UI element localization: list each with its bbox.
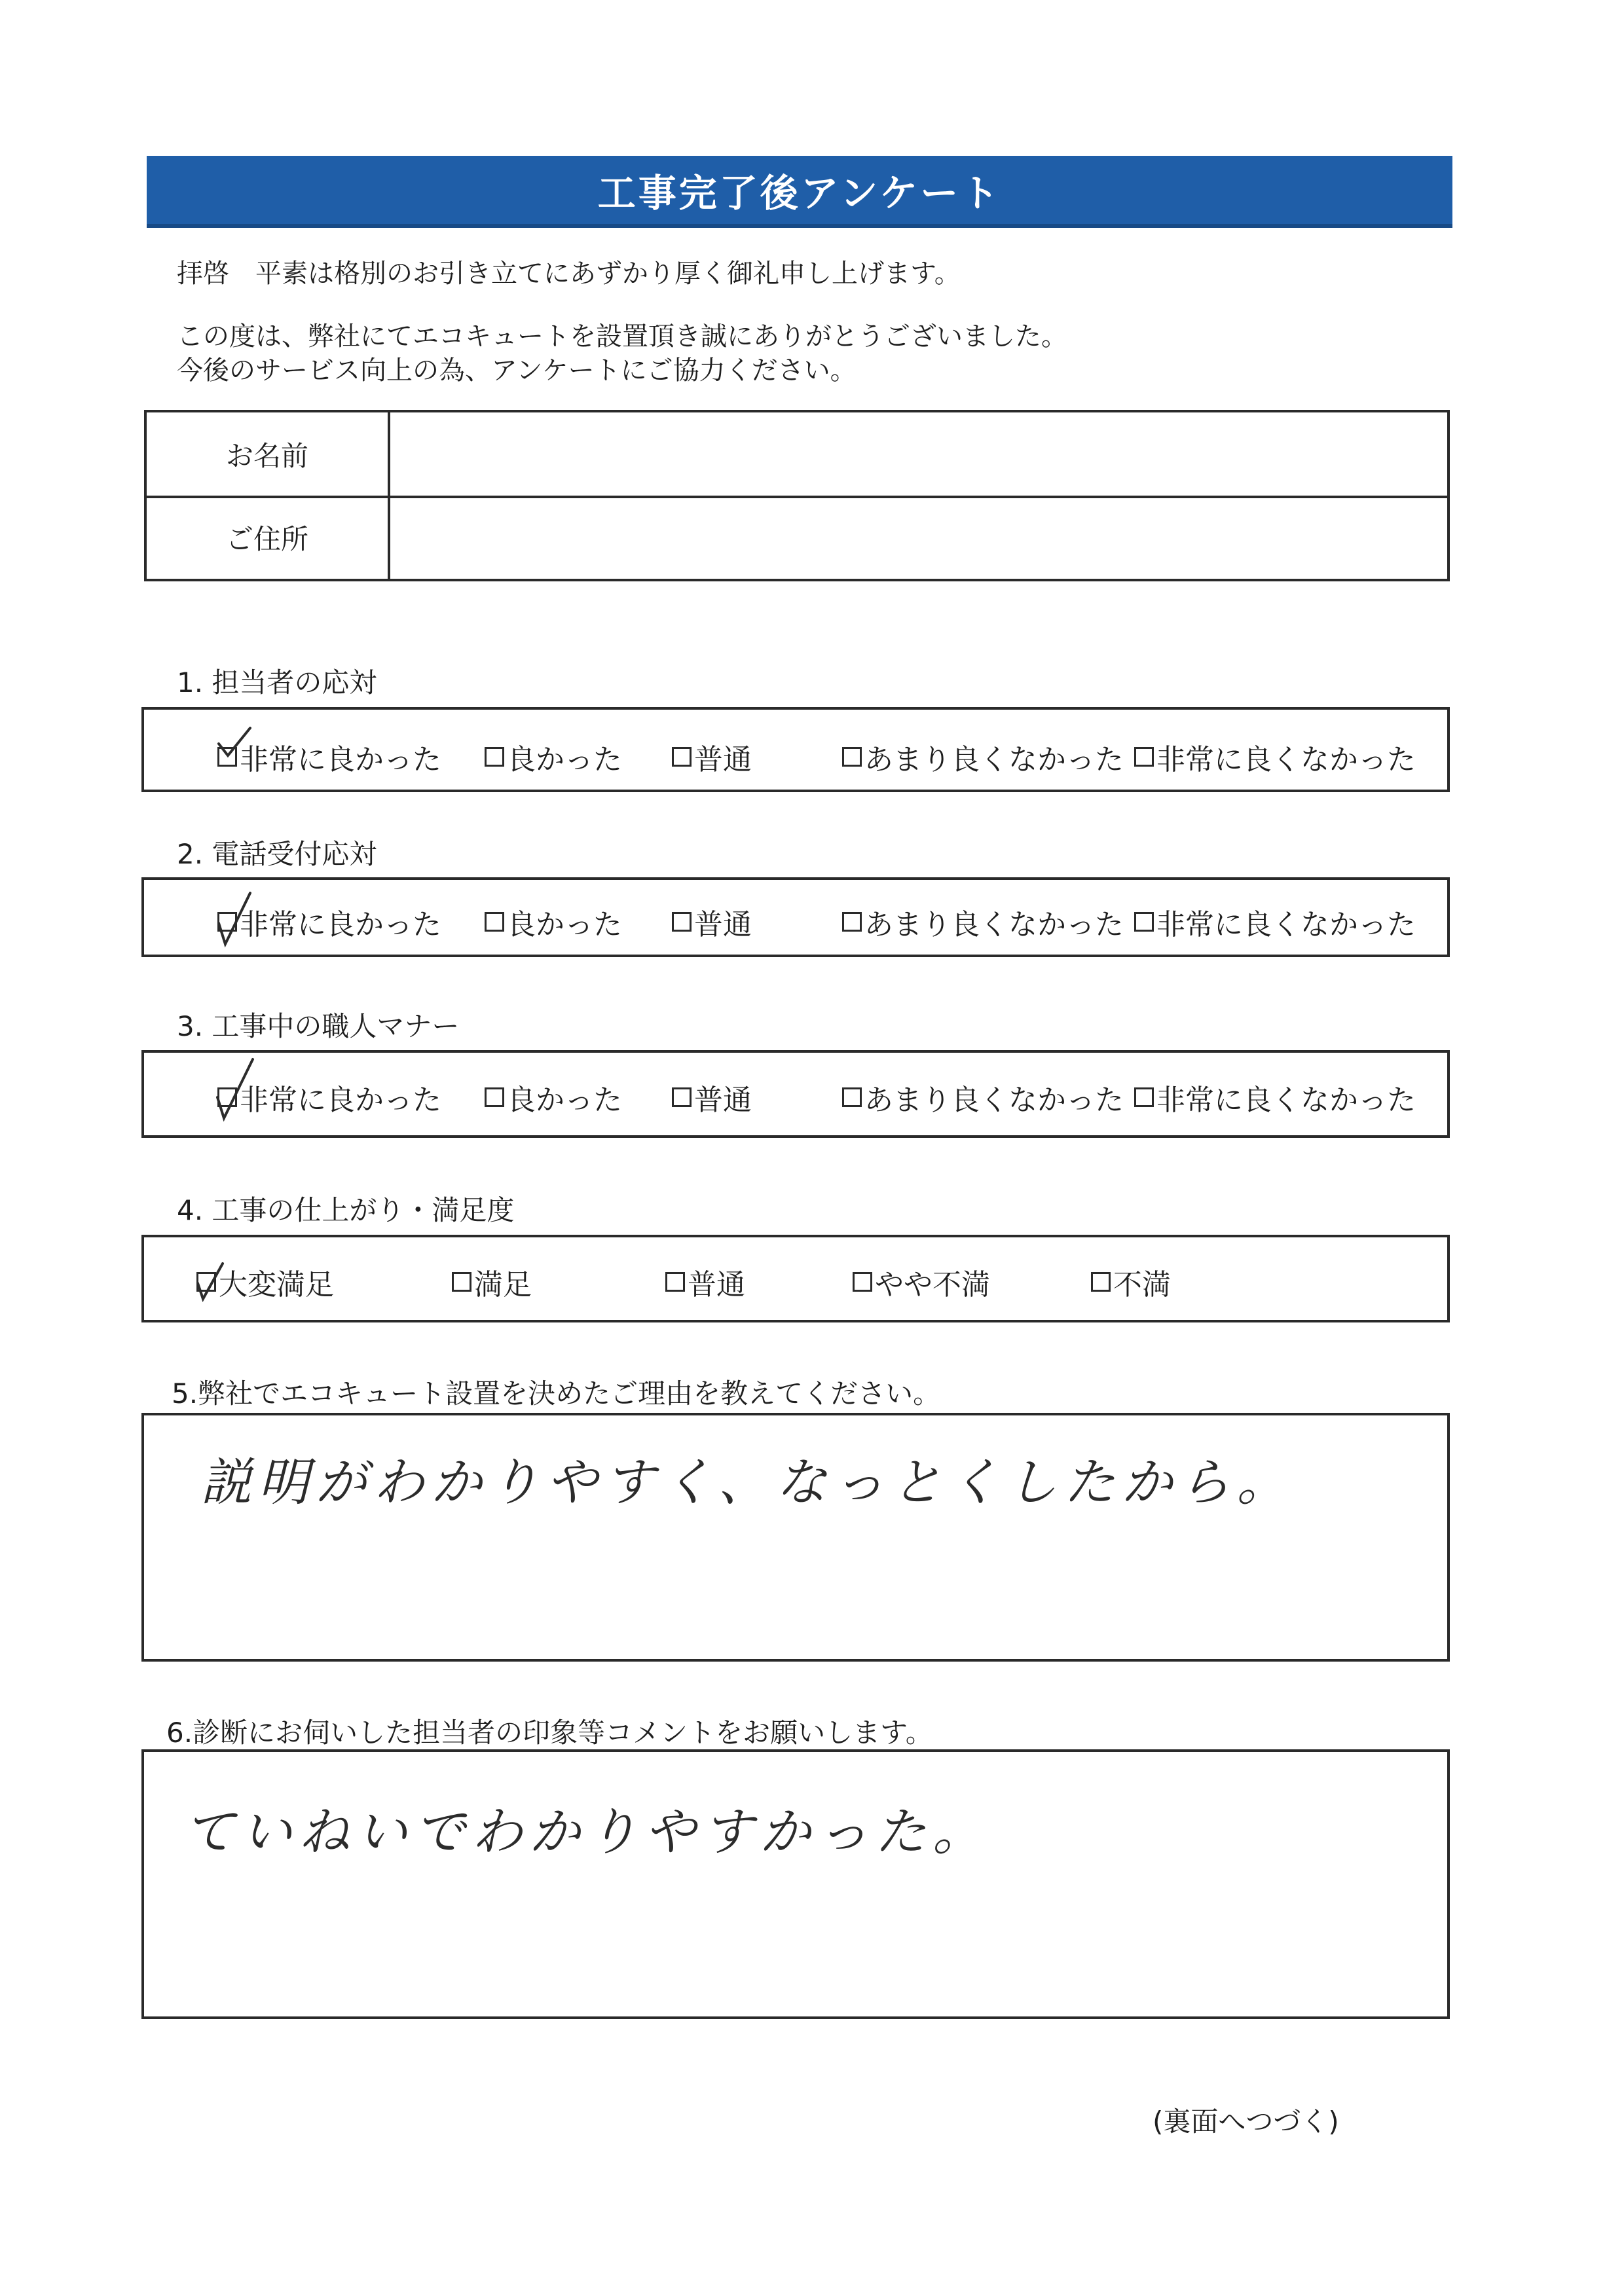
q5-handwritten-answer: 説明がわかりやすく、なっとくしたから。: [200, 1453, 1295, 1512]
address-label: ご住所: [147, 496, 390, 579]
option-label: 満足: [474, 1268, 532, 1302]
q1-option-4[interactable]: [842, 736, 1124, 778]
checkmark-icon: [194, 1257, 227, 1303]
checkbox[interactable]: [1091, 1272, 1111, 1292]
address-field[interactable]: [390, 496, 1447, 579]
option-label: 非常に良かった: [240, 908, 441, 941]
q2-option-3[interactable]: [672, 901, 752, 943]
q3-option-2[interactable]: [485, 1076, 622, 1118]
checkbox[interactable]: [665, 1272, 685, 1292]
checkbox[interactable]: [672, 912, 692, 932]
checkbox[interactable]: [485, 912, 504, 932]
name-label: お名前: [147, 412, 390, 496]
option-label: 普通: [694, 908, 752, 941]
checkbox[interactable]: [842, 912, 862, 932]
checkbox[interactable]: [672, 1087, 692, 1107]
q1-options-box: [141, 707, 1450, 792]
option-label: 良かった: [507, 908, 622, 941]
checkbox[interactable]: [1134, 912, 1154, 932]
q6-handwritten-answer: ていねいでわかりやすかった。: [183, 1803, 991, 1862]
option-label: 普通: [694, 743, 752, 776]
q3-title: 3. 工事中の職人マナー: [177, 1010, 460, 1042]
q4-option-3[interactable]: [665, 1261, 745, 1303]
option-label: 普通: [688, 1268, 745, 1302]
q2-title: 2. 電話受付応対: [177, 838, 377, 870]
q4-option-2[interactable]: [452, 1261, 532, 1303]
q2-option-5[interactable]: [1134, 901, 1416, 943]
request-text: 今後のサービス向上の為、アンケートにご協力ください。: [177, 355, 857, 386]
checkbox[interactable]: [853, 1272, 872, 1292]
q4-option-4[interactable]: [853, 1261, 990, 1303]
q1-option-3[interactable]: [672, 736, 752, 778]
continue-note: (裏面へつづく): [1153, 2105, 1339, 2138]
q1-option-2[interactable]: [485, 736, 622, 778]
option-label: 非常に良くなかった: [1156, 1084, 1416, 1117]
q2-option-4[interactable]: [842, 901, 1124, 943]
q6-answer-box[interactable]: [141, 1749, 1450, 2019]
checkmark-icon: [215, 724, 254, 763]
option-label: 良かった: [507, 1084, 622, 1117]
title-bar: [147, 156, 1452, 228]
checkbox[interactable]: [452, 1272, 471, 1292]
q4-option-5[interactable]: [1091, 1261, 1171, 1303]
thanks-text: この度は、弊社にてエコキュートを設置頂き誠にありがとうございました。: [177, 321, 1067, 352]
checkmark-icon: [213, 1057, 257, 1122]
checkbox[interactable]: [842, 747, 862, 767]
q4-options-box: [141, 1235, 1450, 1322]
customer-info-table: [144, 410, 1450, 581]
option-label: あまり良くなかった: [864, 908, 1124, 941]
option-label: 良かった: [507, 743, 622, 776]
checkbox[interactable]: [1134, 1087, 1154, 1107]
checkbox[interactable]: [842, 1087, 862, 1107]
q4-title: 4. 工事の仕上がり・満足度: [177, 1194, 515, 1226]
q3-options-box: [141, 1050, 1450, 1138]
q3-option-5[interactable]: [1134, 1076, 1416, 1118]
option-label: 大変満足: [219, 1268, 334, 1302]
option-label: 非常に良かった: [240, 1084, 441, 1117]
option-label: 非常に良かった: [240, 743, 441, 776]
q2-options-box: [141, 877, 1450, 957]
address-row: [147, 496, 1447, 579]
name-field[interactable]: [390, 412, 1447, 496]
q1-option-5[interactable]: [1134, 736, 1416, 778]
option-label: 非常に良くなかった: [1156, 908, 1416, 941]
option-label: 非常に良くなかった: [1156, 743, 1416, 776]
q3-option-3[interactable]: [672, 1076, 752, 1118]
option-label: やや不満: [875, 1268, 990, 1302]
checkbox[interactable]: [672, 747, 692, 767]
option-label: あまり良くなかった: [864, 1084, 1124, 1117]
greeting-text: 拝啓 平素は格別のお引き立てにあずかり厚く御礼申し上げます。: [177, 259, 961, 289]
q5-title: 5.弊社でエコキュート設置を決めたご理由を教えてください。: [172, 1377, 941, 1410]
checkmark-icon: [215, 889, 254, 948]
q3-option-4[interactable]: [842, 1076, 1124, 1118]
option-label: 不満: [1113, 1268, 1171, 1302]
option-label: あまり良くなかった: [864, 743, 1124, 776]
checkbox[interactable]: [1134, 747, 1154, 767]
q2-option-2[interactable]: [485, 901, 622, 943]
option-label: 普通: [694, 1084, 752, 1117]
q1-title: 1. 担当者の応対: [177, 666, 377, 699]
checkbox[interactable]: [485, 747, 504, 767]
name-row: [147, 412, 1447, 498]
checkbox[interactable]: [485, 1087, 504, 1107]
page-title: 工事完了後アンケート: [597, 171, 1002, 215]
q5-answer-box[interactable]: [141, 1413, 1450, 1662]
q6-title: 6.診断にお伺いした担当者の印象等コメントをお願いします。: [166, 1717, 933, 1749]
